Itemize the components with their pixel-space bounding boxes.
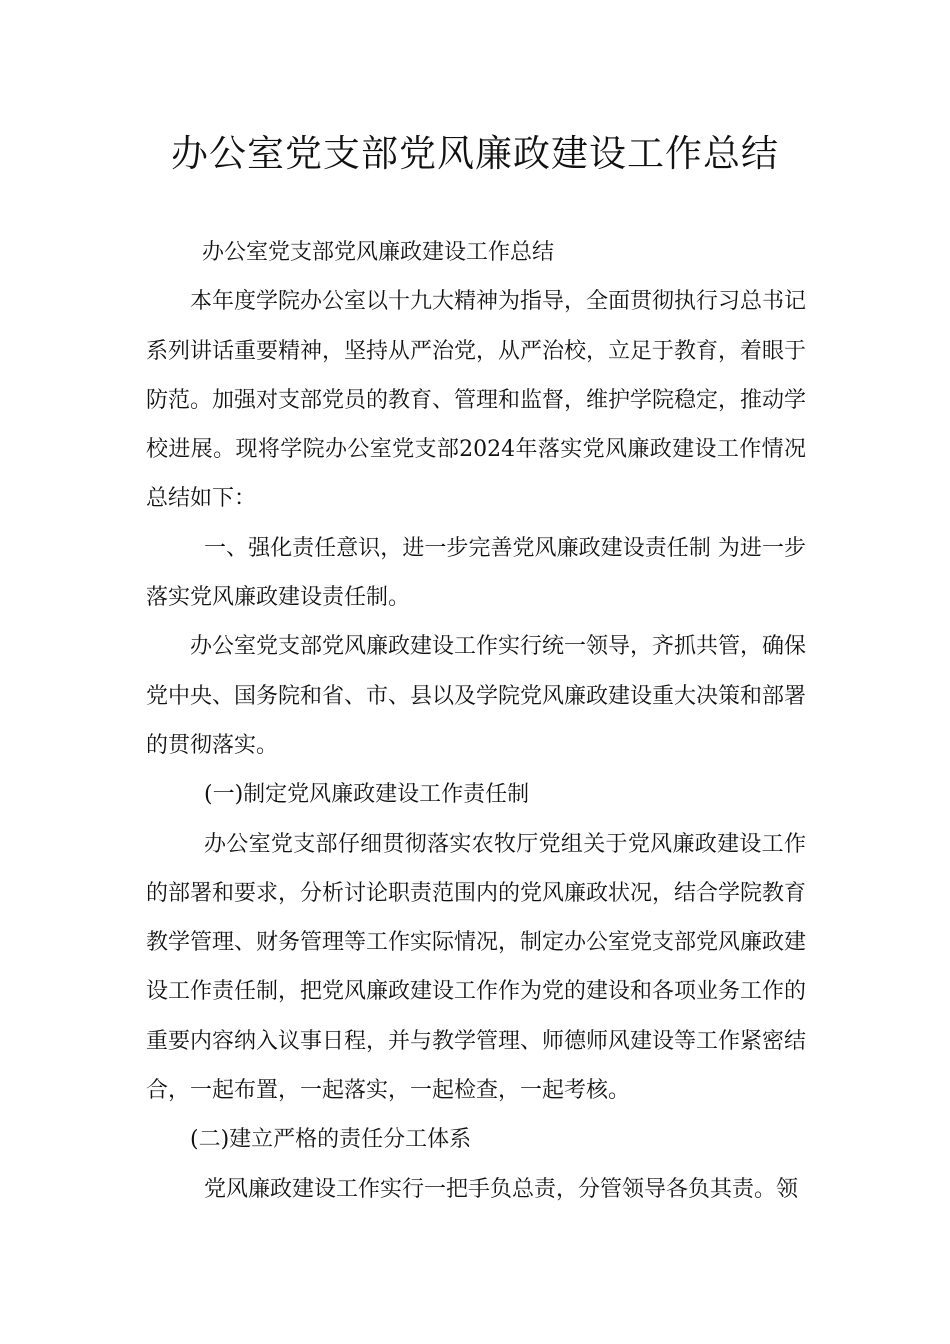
paragraph-responsibility: 办公室党支部仔细贯彻落实农牧厅党组关于党风廉政建设工作的部署和要求，分析讨论职责范围内的党风廉政状况，结合学院教育教学管理、财务管理等工作实际情况，制定办公室党支部党风廉政建设工作责任制，把党风廉政建设工作作为党的建设和各项业务工作的重要内容纳入议事日程，并与教学管理、师德师风建设等工作紧密结合，一起布置，一起落实，一起检查，一起考核。 bbox=[146, 831, 807, 1104]
paragraph-division: 党风廉政建设工作实行一把手负总责，分管领导各负其责。领 bbox=[204, 1176, 799, 1202]
subsection-heading-2: (二)建立严格的责任分工体系 bbox=[190, 1127, 472, 1153]
paragraph-subtitle: 办公室党支部党风廉政建设工作总结 bbox=[202, 240, 555, 265]
paragraph-intro: 本年度学院办公室以十九大精神为指导，全面贯彻执行习总书记系列讲话重要精神，坚持从严治党，从严治校，立足于教育，着眼于防范。加强对支部党员的教育、管理和监督，维护学院稳定，推动学校进展。现将学院办公室党支部2024年落实党风廉政建设工作情况总结如下： bbox=[146, 289, 807, 512]
section-heading-1: 一、强化责任意识，进一步完善党风廉政建设责任制 为进一步落实党风廉政建设责任制。 bbox=[146, 535, 806, 611]
subsection-heading-1: (一)制定党风廉政建设工作责任制 bbox=[204, 782, 530, 808]
document-title: 办公室党支部党风廉政建设工作总结 bbox=[171, 132, 779, 175]
paragraph-leadership: 办公室党支部党风廉政建设工作实行统一领导，齐抓共管，确保党中央、国务院和省、市、县以及学院党风廉政建设重大决策和部署的贯彻落实。 bbox=[146, 634, 807, 758]
document-body bbox=[146, 228, 806, 1214]
